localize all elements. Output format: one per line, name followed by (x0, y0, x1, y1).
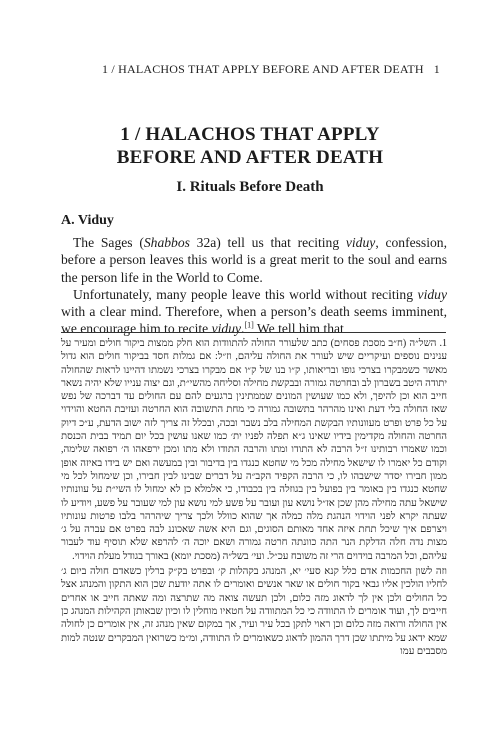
chapter-title-line-1: 1 / HALACHOS THAT APPLY (120, 124, 380, 145)
paragraph-1 (61, 234, 447, 286)
paragraph-2-text-c: . (241, 321, 245, 337)
paragraph-2-text-d: We tell him that (253, 321, 344, 337)
term-viduy: viduy (417, 286, 447, 302)
term-viduy: viduy (211, 321, 242, 337)
page-number: 1 (433, 62, 440, 76)
running-head (102, 62, 440, 77)
paragraph-1-text-c: , confession, before a person leaves this world is a great merit to the soul and earns the person life in the World to Come. (61, 235, 447, 285)
footnotes (61, 337, 447, 660)
running-head-title: 1 / HALACHOS THAT APPLY BEFORE AND AFTER DEATH (101, 62, 424, 76)
term-viduy: viduy (345, 235, 376, 250)
paragraph-2-text-a: Unfortunately, many people leave this world without reciting (73, 286, 418, 302)
paragraph-1-text-b: 32a) tell us that reciting (189, 235, 346, 250)
paragraph-1-text-a: The Sages ( (73, 235, 144, 250)
footnote-ref[interactable]: [1] (244, 320, 254, 330)
chapter-title-line-2: BEFORE AND AFTER DEATH (116, 147, 384, 168)
body-text (61, 234, 447, 338)
chapter-title (0, 123, 500, 169)
subsection-title: A. Viduy (61, 213, 114, 228)
footnote-paragraph-2: וזה לשון החכמות אדם כלל קנא סעי׳ יא, המנהג בקהלות ק׳ ובפרט בק״ק ברלין כשאדם חולה ביום ג׳ לחליו הולכין אליו גבאי בקור חולים או שאר אנשים ואומרים לו אתה יודעת שכן הוא התקון והמנהג אצל כל החולים ולכן אין לך לדאוג מזה כלום, ולכן תעשה צואה מה שתרצה ומה שאתה חייב או אחרים חייבים לך, ועוד אומרים לו התוודה כי כל המתוודה על חטאיו מוחלין לו וכיון שבאותן הקהילות המנהג כן אין החולה ורואה מזה כלום וכן ראוי לתקן בכל עיר ועיר, אך במקום שאין מנהג זה, אין אומרים כן לחולה שמא ידאג על מיתתו שכן דרך ההמון לדאוג כשאומרים לו התוודה, ומ״מ כשרואין המבקרים שנטה למות מסבבים עמו (61, 566, 447, 657)
footnote-divider (61, 332, 446, 333)
footnote-paragraph-1: 1. השל״ה (ח״ב מסכת פסחים) כתב שלעורר החולה להתוודות הוא חלק ממצות ביקור חולים ומעיר על ענינים נוספים ועיקריים שיש לעורר את החולה עליהם, וז״ל: אם גמלות חסד בביקור חולים הוא גדול מאשר כשמבקרו בצרכי גופו ובריאותו, ק״ו בנו של ק״ו אם מבקרו בצרכי נשמתו דהיינו לראות שהחולה יתודה היטב בשברון לב ובחרטה גמורה ובבקשת מחילה וסליחה מהשי״ת, וגם יצוה ענייו שלא יהיה נשאר חייב הוא וכן להיפך, ולא כמו שעושין המונים שממתינין ברגעים להם עם החולים עד דברכה של נפש שאז החולה בלי דעת ואינו מהרהר בתשובה גמורה כי מחת התשובה הוא החרטה ועזיבת החטא והוידוי על כל פרט ופרט מעוונותיו הבקשת המחילה בלב נשבר ובכה, ובכלל זה צריך לזה ישוב הדעת, ע״כ דיוק החרטה והחולה מקדימין בידיו שאינו ג״א תפלה לפניו ית׳ כמו שאנו עושין בכל יום תמיד בבית הכנסת וכמו שאמרו רבותינו ז״ל הרבה לא התודו ומתו והרבה התודו ולא מתו ומכן ירפאהו ה׳ רפואה שלימה, וקודם כל יאמרו לו שישאל מחילה מכל מי שחטא כנגדו בין בדיבור ובין במעשה ואם יש בידו באיזה אופן ממון חבירו יסדר שישבהו לו, כי הרבה הקפיד הקב״ה על דברים שבינו לבין חבירו, וכן שימחול לכל מי שחטא כנגדו בין באומר בין בפועל בין בגוזלה בין בכבודו, כי אלמלא כן לא ימחול לו השי״ת על עוונותיו שישאל עתה מחילה מהן שכן אז״ל נושא עון ועובר על פשע למי נושא עון למי שעובר על פשע, ויודיע לו שעתה יקרא לפני הוידוי הנהגת מלה כמלה אך שהוא כוולל ולכך צריך שיהרהר בלבו פרטות עונותיו ויצרפם איך שיכל תחת איזה אחד מאותם הסוגים, וגם היא אשה שאכוננ לבה בפרט אם עברה על ג׳ מצות נדה חלה הדלקת הנר התה כוונתה חרטה גמורה ושאם יוכה ה׳ להרפא שלא תוסיף עוד לעבור עליהם, וכל המרבה בוידוים הרי זה משובח עכ״ל. ועי׳ בשל״ה (מסכת יומא) באורך בגודל מעלת הוידוי. (61, 338, 447, 562)
section-title: I. Rituals Before Death (176, 179, 324, 195)
paragraph-2-text-b: with a clear mind. Therefore, when a person’s death seems imminent, we encourage him to recite (61, 304, 447, 337)
paragraph-2 (61, 286, 447, 338)
tractate-name: Shabbos (143, 235, 190, 250)
